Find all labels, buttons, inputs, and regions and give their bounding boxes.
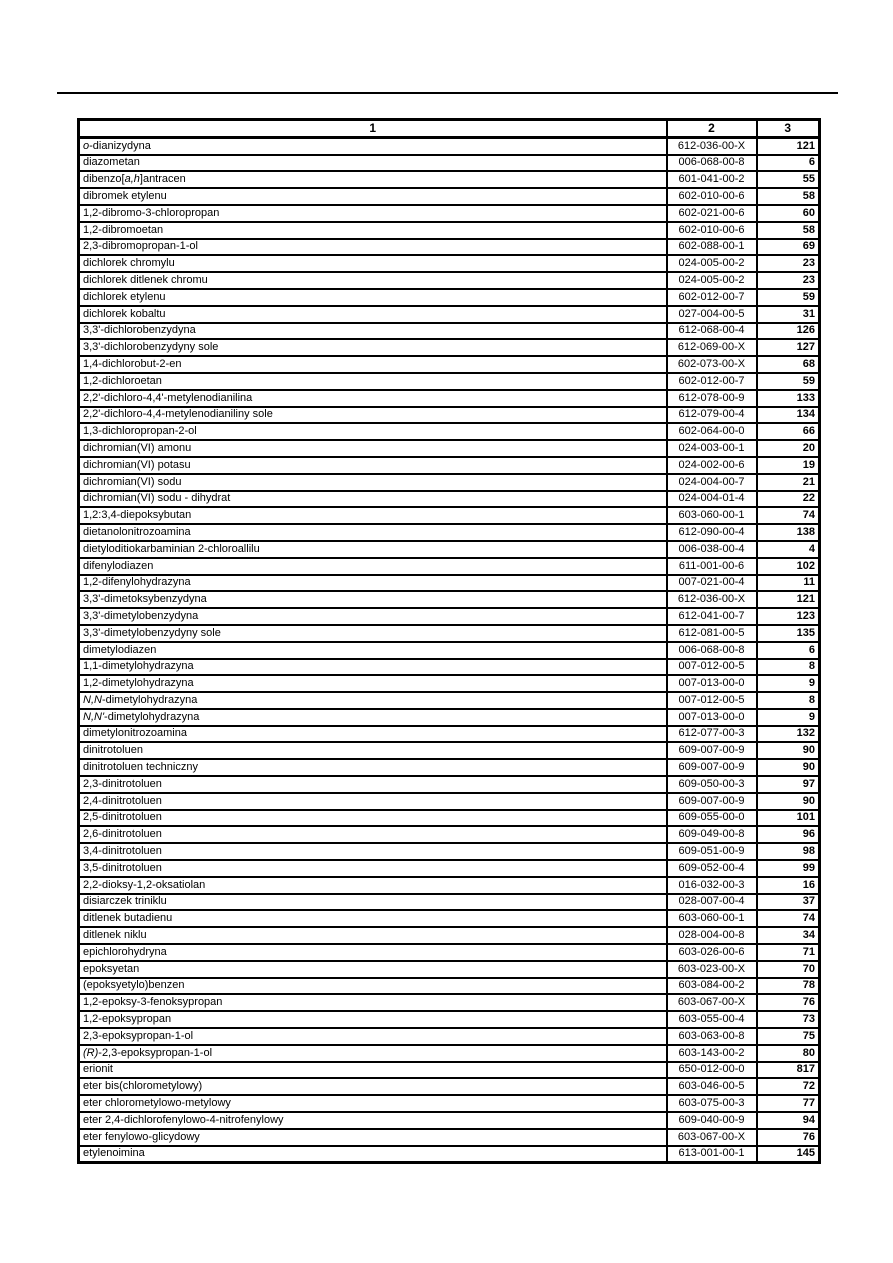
substance-name: 2,4-dinitrotoluen <box>79 793 667 810</box>
index-number: 612-036-00-X <box>667 591 757 608</box>
index-number: 007-012-00-5 <box>667 692 757 709</box>
substance-name: dichlorek ditlenek chromu <box>79 272 667 289</box>
index-number: 027-004-00-5 <box>667 306 757 323</box>
page-number: 98 <box>757 843 820 860</box>
table-row <box>79 843 820 860</box>
page-number: 145 <box>757 1146 820 1163</box>
table-row <box>79 272 820 289</box>
table-row <box>79 255 820 272</box>
page-number: 102 <box>757 558 820 575</box>
substance-name: dimetylonitrozoamina <box>79 726 667 743</box>
page-number: 23 <box>757 255 820 272</box>
substance-name: etylenoimina <box>79 1146 667 1163</box>
page-number: 55 <box>757 171 820 188</box>
substance-name: 3,4-dinitrotoluen <box>79 843 667 860</box>
table-row <box>79 239 820 256</box>
table-row <box>79 289 820 306</box>
substance-name: 2,2'-dichloro-4,4'-metylenodianilina <box>79 390 667 407</box>
page-number: 6 <box>757 642 820 659</box>
table-row <box>79 692 820 709</box>
page-number: 19 <box>757 457 820 474</box>
table-row <box>79 1045 820 1062</box>
page-number: 133 <box>757 390 820 407</box>
page-number: 121 <box>757 137 820 154</box>
table-row <box>79 742 820 759</box>
index-number: 006-068-00-8 <box>667 642 757 659</box>
index-number: 650-012-00-0 <box>667 1062 757 1079</box>
substance-name: difenylodiazen <box>79 558 667 575</box>
page-number: 90 <box>757 793 820 810</box>
index-number: 016-032-00-3 <box>667 877 757 894</box>
table-row <box>79 440 820 457</box>
page-number: 20 <box>757 440 820 457</box>
table-row <box>79 1095 820 1112</box>
index-number: 612-081-00-5 <box>667 625 757 642</box>
index-number: 609-055-00-0 <box>667 810 757 827</box>
index-number: 612-090-00-4 <box>667 524 757 541</box>
table-row <box>79 978 820 995</box>
table-row <box>79 944 820 961</box>
page-number: 4 <box>757 541 820 558</box>
index-number: 006-038-00-4 <box>667 541 757 558</box>
page-number: 59 <box>757 373 820 390</box>
index-number: 609-052-00-4 <box>667 860 757 877</box>
index-number: 603-055-00-4 <box>667 1011 757 1028</box>
index-number: 602-073-00-X <box>667 356 757 373</box>
page-number: 90 <box>757 759 820 776</box>
page-number: 121 <box>757 591 820 608</box>
page-number: 71 <box>757 944 820 961</box>
index-number: 609-051-00-9 <box>667 843 757 860</box>
index-number: 006-068-00-8 <box>667 155 757 172</box>
table-row <box>79 625 820 642</box>
substance-name: 2,3-dibromopropan-1-ol <box>79 239 667 256</box>
table-row <box>79 877 820 894</box>
index-number: 028-004-00-8 <box>667 927 757 944</box>
index-number: 602-021-00-6 <box>667 205 757 222</box>
index-number: 024-003-00-1 <box>667 440 757 457</box>
page-number: 76 <box>757 1129 820 1146</box>
table-row <box>79 306 820 323</box>
page-number: 126 <box>757 323 820 340</box>
table-row <box>79 137 820 154</box>
page-number: 70 <box>757 961 820 978</box>
page-number: 78 <box>757 978 820 995</box>
index-number: 603-026-00-6 <box>667 944 757 961</box>
table-row <box>79 860 820 877</box>
table-row <box>79 222 820 239</box>
substance-name: dichromian(VI) potasu <box>79 457 667 474</box>
table-row <box>79 1028 820 1045</box>
substance-name: dinitrotoluen <box>79 742 667 759</box>
index-number: 602-012-00-7 <box>667 373 757 390</box>
table-row <box>79 171 820 188</box>
page-number: 94 <box>757 1112 820 1129</box>
page-number: 123 <box>757 608 820 625</box>
index-number: 603-075-00-3 <box>667 1095 757 1112</box>
table-row <box>79 507 820 524</box>
index-number: 602-010-00-6 <box>667 188 757 205</box>
page-number: 58 <box>757 188 820 205</box>
substance-name: dichlorek chromylu <box>79 255 667 272</box>
table-body <box>79 137 820 1163</box>
substance-name: 3,3'-dichlorobenzydyna <box>79 323 667 340</box>
table-row <box>79 810 820 827</box>
page-number: 90 <box>757 742 820 759</box>
index-number: 028-007-00-4 <box>667 894 757 911</box>
index-number: 602-088-00-1 <box>667 239 757 256</box>
table-row <box>79 1129 820 1146</box>
table-row <box>79 894 820 911</box>
page-number: 72 <box>757 1078 820 1095</box>
page-number: 8 <box>757 659 820 676</box>
table-row <box>79 994 820 1011</box>
index-number: 609-007-00-9 <box>667 742 757 759</box>
substance-name: 1,1-dimetylohydrazyna <box>79 659 667 676</box>
table-row <box>79 1078 820 1095</box>
substance-name: dichromian(VI) sodu <box>79 474 667 491</box>
column-header-2: 2 <box>667 120 757 138</box>
substance-name: 2,2'-dichloro-4,4-metylenodianiliny sole <box>79 407 667 424</box>
substance-name: 1,2-dibromoetan <box>79 222 667 239</box>
substance-name: dibenzo[a,h]antracen <box>79 171 667 188</box>
table-row <box>79 373 820 390</box>
substance-name: dimetylodiazen <box>79 642 667 659</box>
index-number: 007-012-00-5 <box>667 659 757 676</box>
index-number: 602-010-00-6 <box>667 222 757 239</box>
index-number: 007-013-00-0 <box>667 675 757 692</box>
substance-name: epichlorohydryna <box>79 944 667 961</box>
page-number: 134 <box>757 407 820 424</box>
substance-name: 2,5-dinitrotoluen <box>79 810 667 827</box>
page-number: 21 <box>757 474 820 491</box>
table-row <box>79 423 820 440</box>
substance-name: ditlenek butadienu <box>79 910 667 927</box>
page-number: 60 <box>757 205 820 222</box>
substance-name: 2,3-epoksypropan-1-ol <box>79 1028 667 1045</box>
page-number: 66 <box>757 423 820 440</box>
index-number: 613-001-00-1 <box>667 1146 757 1163</box>
page-number: 8 <box>757 692 820 709</box>
table-row <box>79 390 820 407</box>
substance-name: N,N-dimetylohydrazyna <box>79 692 667 709</box>
page-number: 74 <box>757 507 820 524</box>
substance-name: eter 2,4-dichlorofenylowo-4-nitrofenylowy <box>79 1112 667 1129</box>
substance-name: ditlenek niklu <box>79 927 667 944</box>
index-number: 611-001-00-6 <box>667 558 757 575</box>
table-row <box>79 457 820 474</box>
page-number: 74 <box>757 910 820 927</box>
substance-name: 1,2-dibromo-3-chloropropan <box>79 205 667 222</box>
index-number: 601-041-00-2 <box>667 171 757 188</box>
substance-name: 1,2-dichloroetan <box>79 373 667 390</box>
header-rule <box>57 92 838 94</box>
index-number: 024-004-01-4 <box>667 491 757 508</box>
table-row <box>79 407 820 424</box>
page-number: 73 <box>757 1011 820 1028</box>
substance-name: 1,2-epoksy-3-fenoksypropan <box>79 994 667 1011</box>
substance-name: (epoksyetylo)benzen <box>79 978 667 995</box>
index-number: 612-069-00-X <box>667 339 757 356</box>
index-number: 609-040-00-9 <box>667 1112 757 1129</box>
table-header-row <box>79 120 820 138</box>
substance-name: (R)-2,3-epoksypropan-1-ol <box>79 1045 667 1062</box>
table-row <box>79 575 820 592</box>
substance-name: diazometan <box>79 155 667 172</box>
index-number: 609-050-00-3 <box>667 776 757 793</box>
page-number: 9 <box>757 675 820 692</box>
substance-name: 1,2-dimetylohydrazyna <box>79 675 667 692</box>
page-number: 99 <box>757 860 820 877</box>
table-row <box>79 709 820 726</box>
table-row <box>79 491 820 508</box>
index-number: 603-067-00-X <box>667 994 757 1011</box>
index-number: 024-005-00-2 <box>667 255 757 272</box>
substance-name: eter bis(chlorometylowy) <box>79 1078 667 1095</box>
page-number: 16 <box>757 877 820 894</box>
page-number: 22 <box>757 491 820 508</box>
table-row <box>79 1146 820 1163</box>
index-number: 603-067-00-X <box>667 1129 757 1146</box>
table-row <box>79 591 820 608</box>
index-number: 024-004-00-7 <box>667 474 757 491</box>
index-number: 603-143-00-2 <box>667 1045 757 1062</box>
index-number: 603-063-00-8 <box>667 1028 757 1045</box>
table-row <box>79 356 820 373</box>
substance-name: 1,2:3,4-diepoksybutan <box>79 507 667 524</box>
table-row <box>79 1011 820 1028</box>
page-number: 132 <box>757 726 820 743</box>
table-row <box>79 776 820 793</box>
substance-name: 1,2-difenylohydrazyna <box>79 575 667 592</box>
table-row <box>79 793 820 810</box>
substance-name: 3,5-dinitrotoluen <box>79 860 667 877</box>
page-number: 138 <box>757 524 820 541</box>
page-number: 6 <box>757 155 820 172</box>
index-number: 024-002-00-6 <box>667 457 757 474</box>
table-row <box>79 608 820 625</box>
substance-name: dichlorek kobaltu <box>79 306 667 323</box>
page-number: 11 <box>757 575 820 592</box>
substance-name: 3,3'-dimetylobenzydyna <box>79 608 667 625</box>
table-row <box>79 759 820 776</box>
page-number: 58 <box>757 222 820 239</box>
substance-name: dibromek etylenu <box>79 188 667 205</box>
table-row <box>79 155 820 172</box>
table-row <box>79 524 820 541</box>
table-row <box>79 642 820 659</box>
substance-name: dichromian(VI) sodu - dihydrat <box>79 491 667 508</box>
table-row <box>79 188 820 205</box>
page-number: 75 <box>757 1028 820 1045</box>
substance-name: N,N'-dimetylohydrazyna <box>79 709 667 726</box>
index-number: 612-079-00-4 <box>667 407 757 424</box>
index-number: 609-007-00-9 <box>667 759 757 776</box>
table-row <box>79 323 820 340</box>
substance-name: 1,3-dichloropropan-2-ol <box>79 423 667 440</box>
substance-name: disiarczek triniklu <box>79 894 667 911</box>
page-number: 80 <box>757 1045 820 1062</box>
index-number: 007-021-00-4 <box>667 575 757 592</box>
table-row <box>79 1062 820 1079</box>
index-number: 007-013-00-0 <box>667 709 757 726</box>
index-number: 603-060-00-1 <box>667 910 757 927</box>
index-number: 603-084-00-2 <box>667 978 757 995</box>
page-number: 97 <box>757 776 820 793</box>
substance-name: 3,3'-dichlorobenzydyny sole <box>79 339 667 356</box>
index-number: 603-023-00-X <box>667 961 757 978</box>
page-number: 817 <box>757 1062 820 1079</box>
page-number: 31 <box>757 306 820 323</box>
substance-name: dietyloditiokarbaminian 2-chloroallilu <box>79 541 667 558</box>
substance-name: dichlorek etylenu <box>79 289 667 306</box>
index-number: 612-036-00-X <box>667 137 757 154</box>
table-row <box>79 474 820 491</box>
page-number: 96 <box>757 826 820 843</box>
substance-name: 1,4-dichlorobut-2-en <box>79 356 667 373</box>
substance-name: dinitrotoluen techniczny <box>79 759 667 776</box>
table-header <box>79 120 820 138</box>
index-number: 612-041-00-7 <box>667 608 757 625</box>
page-number: 68 <box>757 356 820 373</box>
substance-name: dichromian(VI) amonu <box>79 440 667 457</box>
page-number: 69 <box>757 239 820 256</box>
page-number: 37 <box>757 894 820 911</box>
page-number: 77 <box>757 1095 820 1112</box>
substance-name: 2,3-dinitrotoluen <box>79 776 667 793</box>
index-number: 609-007-00-9 <box>667 793 757 810</box>
page-number: 101 <box>757 810 820 827</box>
table-row <box>79 558 820 575</box>
index-number: 603-060-00-1 <box>667 507 757 524</box>
column-header-3: 3 <box>757 120 820 138</box>
substance-name: 3,3'-dimetoksybenzydyna <box>79 591 667 608</box>
page-number: 127 <box>757 339 820 356</box>
page-number: 34 <box>757 927 820 944</box>
substances-index-table <box>77 118 821 1164</box>
table-row <box>79 205 820 222</box>
substance-name: 1,2-epoksypropan <box>79 1011 667 1028</box>
index-number: 612-078-00-9 <box>667 390 757 407</box>
table-row <box>79 541 820 558</box>
index-number: 609-049-00-8 <box>667 826 757 843</box>
table-row <box>79 910 820 927</box>
substance-name: erionit <box>79 1062 667 1079</box>
index-number: 603-046-00-5 <box>667 1078 757 1095</box>
substance-name: 2,6-dinitrotoluen <box>79 826 667 843</box>
table-row <box>79 826 820 843</box>
substance-name: 3,3'-dimetylobenzydyny sole <box>79 625 667 642</box>
substance-name: eter chlorometylowo-metylowy <box>79 1095 667 1112</box>
index-number: 602-064-00-0 <box>667 423 757 440</box>
page-number: 135 <box>757 625 820 642</box>
table-row <box>79 927 820 944</box>
substance-name: 2,2-dioksy-1,2-oksatiolan <box>79 877 667 894</box>
index-number: 612-077-00-3 <box>667 726 757 743</box>
page-number: 9 <box>757 709 820 726</box>
page-number: 23 <box>757 272 820 289</box>
table-row <box>79 675 820 692</box>
index-number: 612-068-00-4 <box>667 323 757 340</box>
table-row <box>79 659 820 676</box>
column-header-1: 1 <box>79 120 667 138</box>
table-row <box>79 726 820 743</box>
page-number: 76 <box>757 994 820 1011</box>
index-number: 602-012-00-7 <box>667 289 757 306</box>
page-number: 59 <box>757 289 820 306</box>
table-row <box>79 339 820 356</box>
substance-name: dietanolonitrozoamina <box>79 524 667 541</box>
table-row <box>79 961 820 978</box>
substance-name: epoksyetan <box>79 961 667 978</box>
substance-name: eter fenylowo-glicydowy <box>79 1129 667 1146</box>
index-number: 024-005-00-2 <box>667 272 757 289</box>
substance-name: o-dianizydyna <box>79 137 667 154</box>
table-row <box>79 1112 820 1129</box>
